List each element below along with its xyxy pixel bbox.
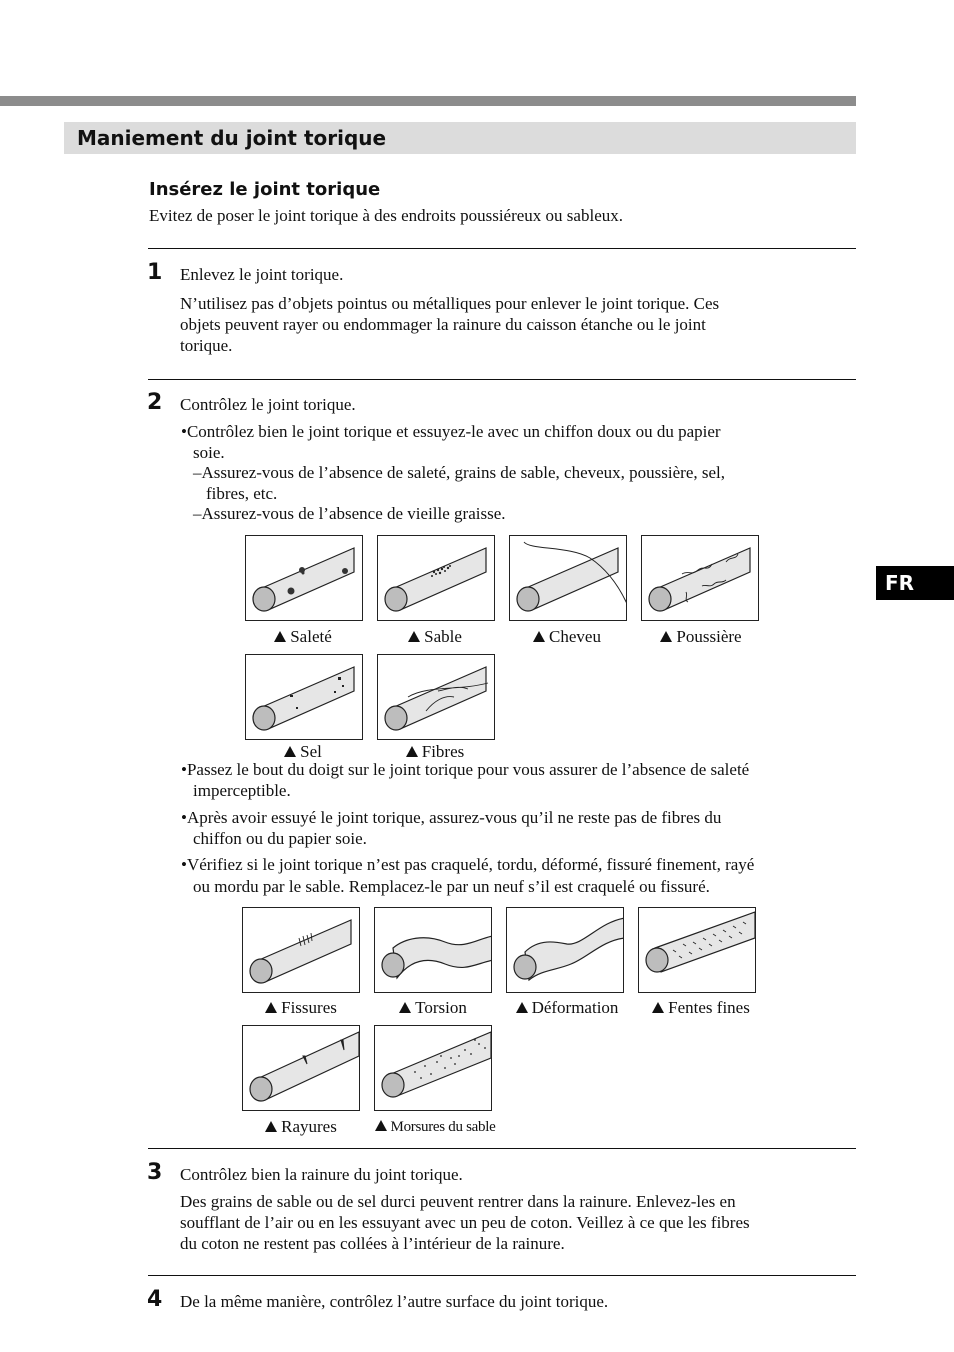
- language-tab: FR: [876, 566, 954, 600]
- oring-twist-illustration: [374, 907, 492, 993]
- caption-sand-bites: Morsures du sable: [360, 1117, 510, 1137]
- section-title: Maniement du joint torique: [77, 126, 387, 150]
- caption-salt: Sel: [228, 742, 378, 762]
- bullet-fibers-check: •Après avoir essuyé le joint torique, assurez-vous qu’il ne reste pas de fibres du chiffon ou du papier soie.: [181, 808, 722, 848]
- caption-sand: Sable: [360, 627, 510, 647]
- oring-sand-bites-illustration: [374, 1025, 492, 1111]
- step-number: 1: [147, 260, 163, 285]
- triangle-icon: [406, 746, 418, 757]
- subsection-intro: Evitez de poser le joint torique à des endroits poussiéreux ou sableux.: [149, 206, 623, 225]
- divider: [148, 379, 856, 380]
- caption-scratches: Rayures: [226, 1117, 376, 1137]
- header-bar: [0, 96, 856, 106]
- step-number: 4: [147, 1287, 163, 1312]
- caption-dirt: Saleté: [228, 627, 378, 647]
- oring-cracks-illustration: [242, 907, 360, 993]
- oring-fibers-illustration: [377, 654, 495, 740]
- oring-dust-illustration: [641, 535, 759, 621]
- caption-cracks: Fissures: [226, 998, 376, 1018]
- step-number: 2: [147, 390, 163, 415]
- oring-salt-illustration: [245, 654, 363, 740]
- step-body: Des grains de sable ou de sel durci peuvent rentrer dans la rainure. Enlevez-les en soufflant de l’air ou en les essuyant avec un peu de coton. Veillez à ce que les fibres du coton ne restent pas collées à l’intérieur de la rainure.: [180, 1192, 750, 1253]
- caption-fibers: Fibres: [360, 742, 510, 762]
- subsection-title: Insérez le joint torique: [149, 179, 381, 200]
- triangle-icon: [265, 1002, 277, 1013]
- triangle-icon: [408, 631, 420, 642]
- oring-dirt-illustration: [245, 535, 363, 621]
- oring-fine-cracks-illustration: [638, 907, 756, 993]
- triangle-icon: [265, 1121, 277, 1132]
- caption-hair: Cheveu: [492, 627, 642, 647]
- triangle-icon: [284, 746, 296, 757]
- bullet-list: •Contrôlez bien le joint torique et essuyez-le avec un chiffon doux ou du papier soie. –Assurez-vous de l’absence de saleté, grains de sable, cheveux, poussière, sel, fibres, etc. –Assurez-vous de l’absence de vieille graisse.: [181, 422, 726, 523]
- oring-hair-illustration: [509, 535, 627, 621]
- triangle-icon: [274, 631, 286, 642]
- step-body: N’utilisez pas d’objets pointus ou métalliques pour enlever le joint torique. Ces objets peuvent rayer ou endommager la rainure du caisson étanche ou le joint torique.: [180, 294, 720, 355]
- triangle-icon: [660, 631, 672, 642]
- caption-deformation: Déformation: [492, 998, 642, 1018]
- step-heading: Enlevez le joint torique.: [180, 265, 344, 284]
- triangle-icon: [399, 1002, 411, 1013]
- triangle-icon: [533, 631, 545, 642]
- step-heading: Contrôlez bien la rainure du joint torique.: [180, 1165, 463, 1184]
- divider: [148, 1148, 856, 1149]
- caption-dust: Poussière: [626, 627, 776, 647]
- triangle-icon: [652, 1002, 664, 1013]
- oring-sand-illustration: [377, 535, 495, 621]
- triangle-icon: [516, 1002, 528, 1013]
- divider: [148, 248, 856, 249]
- oring-scratches-illustration: [242, 1025, 360, 1111]
- triangle-icon: [375, 1120, 387, 1131]
- caption-twist: Torsion: [358, 998, 508, 1018]
- step-heading: Contrôlez le joint torique.: [180, 395, 356, 414]
- step-heading: De la même manière, contrôlez l’autre surface du joint torique.: [180, 1292, 609, 1311]
- step-number: 3: [147, 1160, 163, 1185]
- divider: [148, 1275, 856, 1276]
- oring-deformation-illustration: [506, 907, 624, 993]
- caption-fine-cracks: Fentes fines: [626, 998, 776, 1018]
- bullet-fingertip: •Passez le bout du doigt sur le joint torique pour vous assurer de l’absence de saleté imperceptible.: [181, 760, 750, 800]
- bullet-damage-check: •Vérifiez si le joint torique n’est pas craquelé, tordu, déformé, fissuré finement, rayé ou mordu par le sable. Remplacez-le par un neuf s’il est craquelé ou fissuré.: [181, 855, 755, 896]
